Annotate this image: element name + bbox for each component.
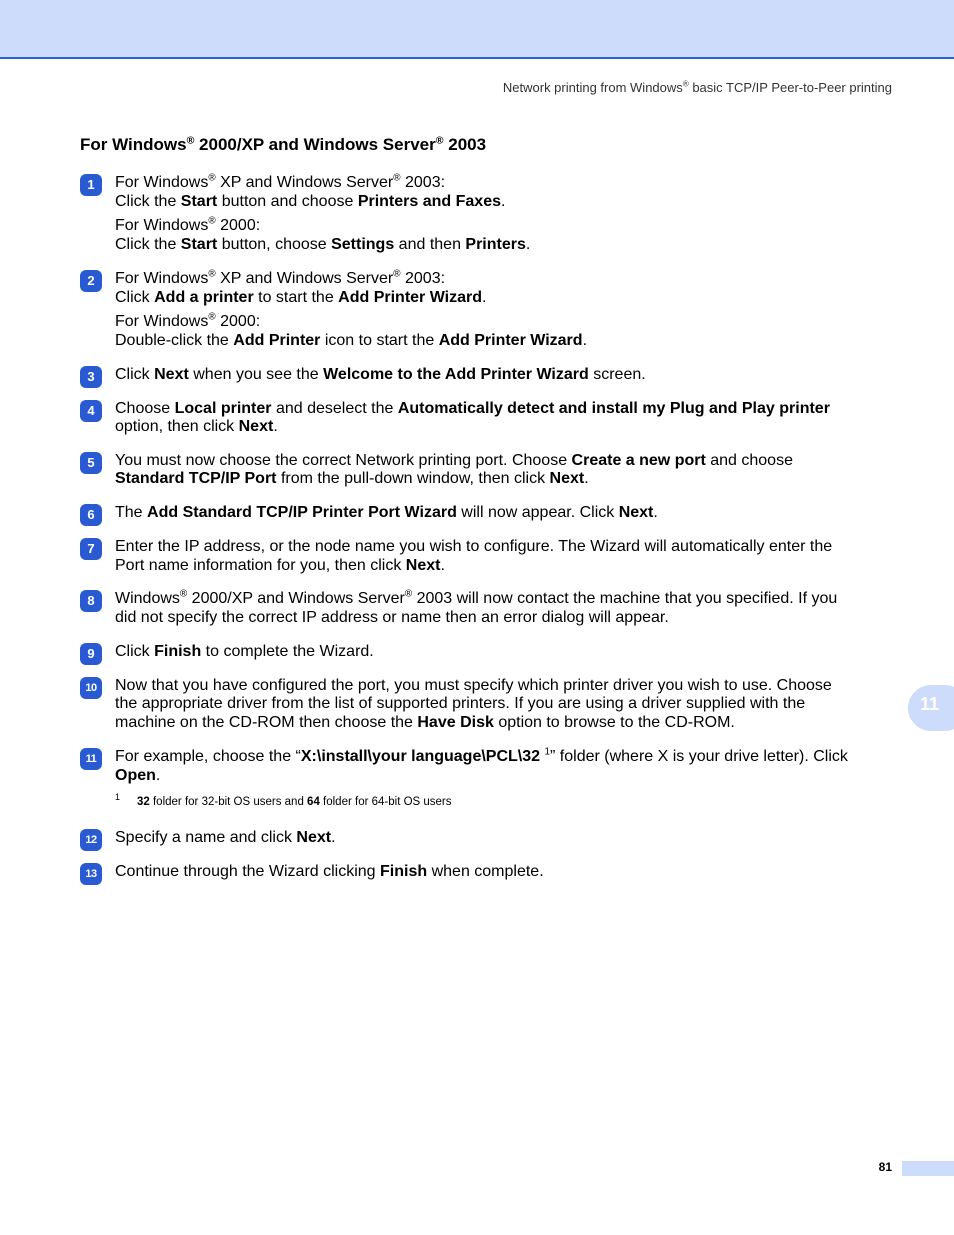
- step-number-badge: 13: [80, 863, 102, 885]
- step-text-line: [115, 470, 895, 489]
- text-run: and then: [394, 235, 466, 253]
- bold-text: Add Printer: [233, 331, 321, 349]
- text-run: machine on the CD-ROM then choose the: [115, 713, 418, 731]
- text-run: 2003:: [400, 270, 446, 287]
- text-run: Windows: [115, 590, 180, 607]
- text-run: button and choose: [217, 192, 358, 210]
- step-text-line: [115, 643, 895, 662]
- header-band: [0, 0, 954, 59]
- bold-text: X:\install\your language\PCL\32: [300, 748, 541, 765]
- step-2: [80, 270, 895, 350]
- text-run: XP and Windows Server: [215, 270, 394, 287]
- step-text-line: [115, 289, 895, 308]
- text-run: screen.: [588, 366, 646, 383]
- text-run: Now that you have configured the port, you must specify which printer driver you wish to use. Choose: [115, 676, 832, 694]
- step-1: [80, 174, 895, 254]
- text-run: 2000/XP and Windows Server: [187, 590, 405, 607]
- text-run: For Windows: [115, 174, 209, 191]
- text-run: Continue through the Wizard clicking: [115, 862, 381, 880]
- text-run: 2003: [443, 135, 487, 154]
- text-run: ” folder (where X is your drive letter). Click: [550, 748, 848, 765]
- step-5: [80, 452, 895, 489]
- text-run: when you see the: [188, 366, 324, 383]
- bold-text: Next: [549, 470, 585, 487]
- step-text-line: [115, 193, 895, 212]
- step-text-line: [115, 270, 895, 289]
- chapter-tab-number: 11: [920, 694, 940, 714]
- bold-text: Add Printer Wizard: [338, 288, 483, 306]
- text-run: Click the: [115, 192, 181, 210]
- step-number-badge: 12: [80, 829, 102, 851]
- step-6: [80, 504, 895, 523]
- step-text-line: [115, 313, 895, 332]
- bold-text: Add Printer Wizard: [438, 331, 583, 349]
- superscript: ®: [393, 268, 401, 280]
- step-text-line: [115, 504, 895, 523]
- bold-text: Finish: [380, 862, 428, 880]
- superscript: ®: [208, 172, 216, 184]
- step-text-line: [115, 677, 895, 696]
- text-run: to complete the Wizard.: [201, 643, 374, 660]
- superscript: ®: [404, 588, 413, 600]
- superscript: ®: [435, 134, 444, 147]
- text-run: Double-click the: [115, 331, 234, 349]
- text-run: 2003 will now contact the machine that you specified. If you: [412, 590, 838, 607]
- superscript: ®: [208, 215, 216, 227]
- step-text-line: [115, 538, 895, 557]
- text-run: For Windows: [115, 270, 209, 287]
- step-text-line: [115, 236, 895, 255]
- text-run: Enter the IP address, or the node name you wish to configure. The Wizard will automatically enter the: [115, 538, 833, 555]
- step-text-line: [115, 452, 895, 471]
- bold-text: Next: [154, 366, 189, 383]
- bold-text: Welcome to the Add Printer Wizard: [323, 366, 589, 383]
- step-text-line: [115, 609, 895, 628]
- text-run: .: [273, 418, 278, 435]
- step-number-badge: 9: [80, 643, 102, 665]
- text-run: button, choose: [217, 235, 332, 253]
- text-run: .: [584, 470, 589, 487]
- text-run: For Windows: [115, 217, 209, 234]
- page-number: 81: [878, 1160, 892, 1174]
- step-12: [80, 829, 895, 848]
- bold-text: Settings: [331, 235, 395, 253]
- step-10: [80, 677, 895, 733]
- text-run: .: [331, 829, 336, 846]
- text-run: .: [155, 766, 161, 784]
- superscript: 1: [544, 746, 551, 758]
- text-run: Click: [115, 643, 155, 660]
- step-number-badge: 11: [80, 748, 102, 770]
- bold-text: Add a printer: [154, 288, 254, 306]
- superscript: ®: [208, 268, 216, 280]
- step-3: [80, 366, 895, 385]
- text-run: .: [440, 556, 445, 574]
- text-run: Click: [115, 288, 155, 306]
- text-run: For Windows: [115, 313, 209, 330]
- text-run: will now appear. Click: [456, 503, 619, 521]
- page-number-bar: [902, 1161, 954, 1176]
- step-text-line: [115, 174, 895, 193]
- step-number-badge: 10: [80, 677, 102, 699]
- text-run: and deselect the: [271, 399, 398, 417]
- step-text-line: [115, 714, 895, 733]
- step-text-line: [115, 366, 895, 385]
- bold-text: Next: [296, 829, 332, 846]
- steps-list: [80, 174, 895, 881]
- text-run: Specify a name and click: [115, 829, 297, 846]
- bold-text: Start: [180, 235, 218, 253]
- superscript: ®: [393, 172, 401, 184]
- bold-text: Add Standard TCP/IP Printer Port Wizard: [147, 503, 457, 521]
- text-run: XP and Windows Server: [215, 174, 394, 191]
- bold-text: Next: [238, 418, 274, 435]
- running-header: Network printing from Windows® basic TCP/IP Peer-to-Peer printing: [502, 79, 892, 95]
- step-4: [80, 400, 895, 437]
- bold-text: Automatically detect and install my Plug and Play printer: [397, 399, 830, 417]
- bold-text: Have Disk: [417, 713, 494, 731]
- text-run: 2003:: [400, 174, 446, 191]
- bold-text: Finish: [154, 643, 202, 660]
- step-text-line: [115, 695, 895, 714]
- bold-text: 64: [307, 796, 320, 808]
- bold-text: Printers and Faxes: [357, 192, 501, 210]
- bold-text: Create a new port: [571, 451, 706, 469]
- bold-text: Standard TCP/IP Port: [115, 470, 277, 487]
- step-number-badge: 2: [80, 270, 102, 292]
- text-run: You must now choose the correct Network printing port. Choose: [115, 451, 572, 469]
- text-run: option to browse to the CD-ROM.: [493, 713, 735, 731]
- step-number-badge: 4: [80, 400, 102, 422]
- step-number-badge: 7: [80, 538, 102, 560]
- superscript: ®: [186, 134, 195, 147]
- step-text-line: [115, 863, 895, 882]
- step-text-line: [115, 217, 895, 236]
- text-run: Port name information for you, then click: [115, 556, 406, 574]
- text-run: folder for 32-bit OS users and: [149, 796, 308, 808]
- text-run: .: [653, 503, 658, 521]
- text-run: Click: [115, 366, 155, 383]
- text-run: .: [482, 288, 487, 306]
- step-11: [80, 748, 895, 809]
- step-text-line: [115, 332, 895, 351]
- bold-text: Next: [618, 503, 654, 521]
- step-number-badge: 5: [80, 452, 102, 474]
- text-run: to start the: [253, 288, 339, 306]
- bold-text: Start: [180, 192, 218, 210]
- step-number-badge: 6: [80, 504, 102, 526]
- step-9: [80, 643, 895, 662]
- text-run: Choose: [115, 399, 175, 417]
- step-text-line: [115, 418, 895, 437]
- text-run: .: [582, 331, 588, 349]
- step-7: [80, 538, 895, 575]
- step-text-line: [115, 748, 895, 767]
- text-run: .: [525, 235, 531, 253]
- bold-text: Next: [405, 556, 441, 574]
- text-run: For Windows: [80, 135, 187, 154]
- step-text-line: [115, 829, 895, 848]
- bold-text: Printers: [465, 235, 526, 253]
- superscript: ®: [208, 311, 216, 323]
- text-run: 2000:: [215, 313, 261, 330]
- step-number-badge: 3: [80, 366, 102, 388]
- section-title: [80, 135, 486, 155]
- text-run: the appropriate driver from the list of supported printers. If you are using a driver supplied with the: [115, 695, 806, 712]
- superscript: ®: [179, 588, 188, 600]
- step-text-line: [115, 400, 895, 419]
- step-text-line: [115, 767, 895, 786]
- text-run: folder for 64-bit OS users: [319, 796, 452, 808]
- text-run: 2000:: [215, 217, 261, 234]
- footnote: [80, 792, 895, 809]
- text-run: icon to start the: [320, 331, 439, 349]
- text-run: 2000/XP and Windows Server: [194, 135, 436, 154]
- footnote-mark: 1: [115, 792, 121, 802]
- text-run: Click the: [115, 235, 181, 253]
- step-text-line: [115, 557, 895, 576]
- bold-text: 32: [137, 796, 150, 808]
- step-number-badge: 8: [80, 590, 102, 612]
- text-run: For example, choose the “: [115, 748, 301, 765]
- step-number-badge: 1: [80, 174, 102, 196]
- step-8: [80, 590, 895, 627]
- step-text-line: [115, 590, 895, 609]
- text-run: The: [115, 503, 148, 521]
- step-13: [80, 863, 895, 882]
- text-run: .: [500, 192, 506, 210]
- bold-text: Local printer: [174, 399, 272, 417]
- text-run: when complete.: [427, 862, 544, 880]
- text-run: and choose: [705, 451, 793, 469]
- text-run: did not specify the correct IP address or name then an error dialog will appear.: [115, 608, 669, 626]
- bold-text: Open: [115, 766, 156, 784]
- text-run: option, then click: [115, 418, 239, 435]
- text-run: from the pull-down window, then click: [276, 470, 550, 487]
